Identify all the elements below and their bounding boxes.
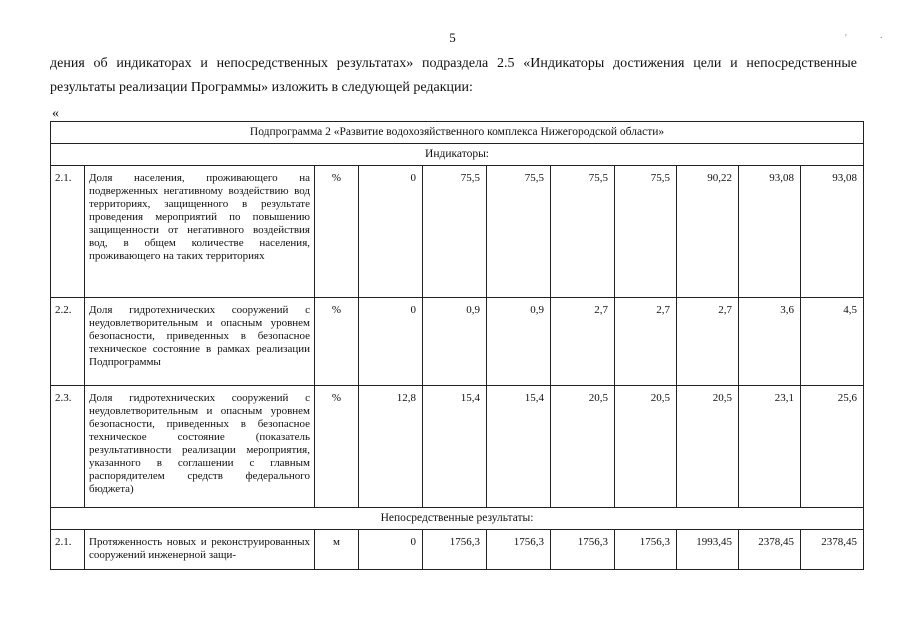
value-cell: 1756,3 (423, 530, 487, 570)
value-cell: 20,5 (615, 386, 677, 508)
unit-cell: % (315, 386, 359, 508)
indicator-name: Доля населения, проживающего на подверженных негативному воздействию вод территориях, защищенного в результате проведения мероприятий по повышению защищенности от негативного воздействия вод, в общем количестве населения, проживающего на таких территориях (85, 166, 315, 298)
value-cell: 0,9 (487, 298, 551, 386)
page-number: 5 (449, 30, 456, 45)
subprogram-title: Подпрограмма 2 «Развитие водохозяйственного комплекса Нижегородской области» (51, 122, 864, 144)
row-number: 2.1. (51, 166, 85, 298)
value-cell: 0,9 (423, 298, 487, 386)
value-cell: 2,7 (677, 298, 739, 386)
value-cell: 15,4 (423, 386, 487, 508)
value-cell: 0 (359, 298, 423, 386)
value-cell: 4,5 (801, 298, 864, 386)
indicator-name: Доля гидротехнических сооружений с неудовлетворительным и опасным уровнем безопасности, приведенных в безопасное техническое состояние (показатель результативности реализации мероприятия, указанного в соглашении с главным распорядителем средств федерального бюджета) (85, 386, 315, 508)
value-cell: 20,5 (551, 386, 615, 508)
scan-artifact: . (880, 30, 883, 41)
value-cell: 1993,45 (677, 530, 739, 570)
value-cell: 0 (359, 530, 423, 570)
table-row (51, 530, 864, 570)
value-cell: 23,1 (739, 386, 801, 508)
value-cell: 75,5 (423, 166, 487, 298)
value-cell: 2378,45 (739, 530, 801, 570)
row-number: 2.3. (51, 386, 85, 508)
row-number: 2.2. (51, 298, 85, 386)
unit-cell: % (315, 298, 359, 386)
value-cell: 75,5 (615, 166, 677, 298)
unit-cell: % (315, 166, 359, 298)
table-row (51, 386, 864, 508)
row-number: 2.1. (51, 530, 85, 570)
value-cell: 1756,3 (615, 530, 677, 570)
value-cell: 2378,45 (801, 530, 864, 570)
value-cell: 90,22 (677, 166, 739, 298)
value-cell: 93,08 (739, 166, 801, 298)
value-cell: 3,6 (739, 298, 801, 386)
indicators-header: Индикаторы: (51, 144, 864, 166)
value-cell: 0 (359, 166, 423, 298)
value-cell: 2,7 (551, 298, 615, 386)
open-quote-mark: « (52, 106, 59, 121)
value-cell: 25,6 (801, 386, 864, 508)
scan-artifact: ' (845, 33, 847, 44)
value-cell: 75,5 (551, 166, 615, 298)
value-cell: 75,5 (487, 166, 551, 298)
table-row (51, 166, 864, 298)
value-cell: 1756,3 (487, 530, 551, 570)
value-cell: 12,8 (359, 386, 423, 508)
value-cell: 1756,3 (551, 530, 615, 570)
value-cell: 93,08 (801, 166, 864, 298)
value-cell: 15,4 (487, 386, 551, 508)
intro-paragraph: дения об индикаторах и непосредственных результатах» подраздела 2.5 «Индикаторы достижения цели и непосредственные результаты реализации Программы» изложить в следующей редакции: (50, 56, 857, 95)
indicator-name: Доля гидротехнических сооружений с неудовлетворительным и опасным уровнем безопасности, приведенных в безопасное техническое состояние в рамках реализации Подпрограммы (85, 298, 315, 386)
value-cell: 20,5 (677, 386, 739, 508)
table-row (51, 298, 864, 386)
indicators-table (50, 121, 864, 570)
value-cell: 2,7 (615, 298, 677, 386)
indicator-name: Протяженность новых и реконструированных сооружений инженерной защи- (85, 530, 315, 570)
results-header: Непосредственные результаты: (51, 508, 864, 530)
unit-cell: м (315, 530, 359, 570)
